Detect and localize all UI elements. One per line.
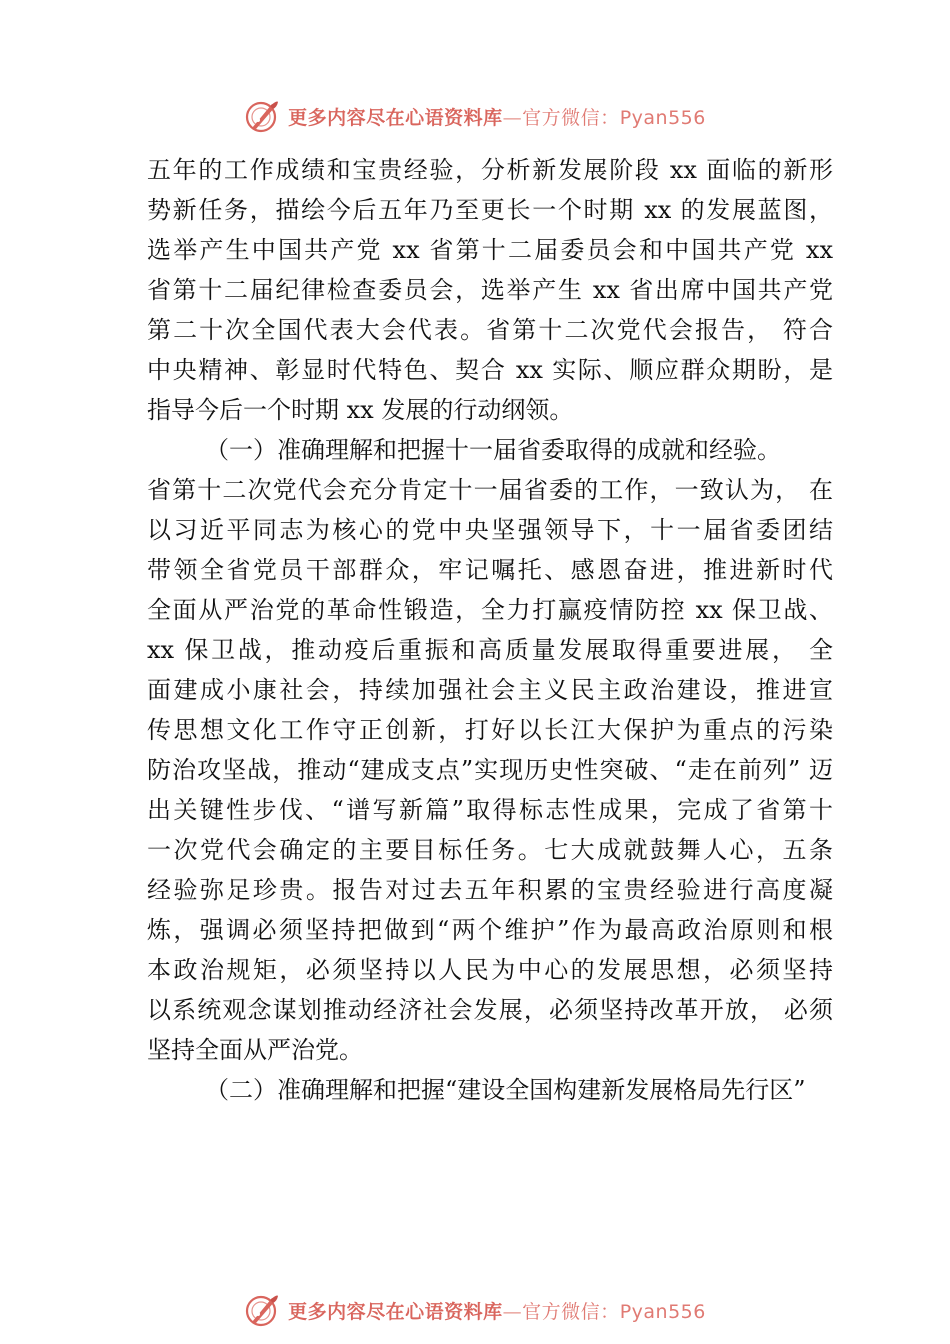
- watermark-site-name: 更多内容尽在心语资料库: [288, 1300, 503, 1323]
- body-line: 本政治规矩，必须坚持以人民为中心的发展思想，必须坚持: [147, 956, 833, 984]
- body-line: 经验弥足珍贵。报告对过去五年积累的宝贵经验进行高度凝: [147, 876, 833, 904]
- body-line: 传思想文化工作守正创新，打好以长江大保护为重点的污染: [147, 716, 833, 744]
- watermark-site-name: 更多内容尽在心语资料库: [288, 106, 503, 129]
- body-line: 以系统观念谋划推动经济社会发展，必须坚持改革开放， 必须: [147, 996, 833, 1024]
- body-line: 中央精神、彰显时代特色、契合 xx 实际、顺应群众期盼，是: [147, 356, 833, 384]
- body-line: 面建成小康社会，持续加强社会主义民主政治建设，推进宣: [147, 676, 833, 704]
- body-line: 省第十二次党代会充分肯定十一届省委的工作，一致认为， 在: [147, 476, 833, 504]
- body-line: xx 保卫战，推动疫后重振和高质量发展取得重要进展， 全: [147, 636, 833, 664]
- body-line: 省第十二届纪律检查委员会，选举产生 xx 省出席中国共产党: [147, 276, 833, 304]
- document-body: [147, 150, 833, 1110]
- quill-pen-logo-icon: [244, 98, 280, 134]
- body-line: 防治攻坚战，推动“建成支点”实现历史性突破、“走在前列” 迈: [147, 756, 833, 784]
- body-line: 坚持全面从严治党。: [147, 1036, 363, 1064]
- watermark-text: [288, 103, 706, 130]
- body-line: 带领全省党员干部群众，牢记嘱托、感恩奋进，推进新时代: [147, 556, 833, 584]
- body-line: 五年的工作成绩和宝贵经验，分析新发展阶段 xx 面临的新形: [147, 156, 833, 184]
- body-line: 以习近平同志为核心的党中央坚强领导下，十一届省委团结: [147, 516, 833, 544]
- watermark-official-label: 官方微信：: [522, 1300, 620, 1323]
- watermark-wechat-id: Pyan556: [619, 106, 706, 129]
- watermark-official-label: 官方微信：: [522, 106, 620, 129]
- watermark-text: [288, 1297, 706, 1324]
- body-line: 指导今后一个时期 xx 发展的行动纲领。: [147, 396, 574, 424]
- section-heading-2: （二）准确理解和把握“建设全国构建新发展格局先行区”: [205, 1076, 806, 1104]
- watermark-dash: —: [502, 1300, 523, 1323]
- section-heading-1: （一）准确理解和把握十一届省委取得的成就和经验。: [205, 436, 781, 464]
- body-line: 一次党代会确定的主要目标任务。七大成就鼓舞人心，五条: [147, 836, 833, 864]
- quill-pen-logo-icon: [244, 1292, 280, 1328]
- body-line: 选举产生中国共产党 xx 省第十二届委员会和中国共产党 xx: [147, 236, 833, 264]
- body-line: 炼，强调必须坚持把做到“两个维护”作为最高政治原则和根: [147, 916, 833, 944]
- watermark-header: [0, 96, 950, 136]
- body-line: 势新任务，描绘今后五年乃至更长一个时期 xx 的发展蓝图，: [147, 196, 833, 224]
- watermark-dash: —: [502, 106, 523, 129]
- body-line: 全面从严治党的革命性锻造，全力打赢疫情防控 xx 保卫战、: [147, 596, 833, 624]
- watermark-footer: [0, 1290, 950, 1330]
- body-line: 出关键性步伐、“谱写新篇”取得标志性成果，完成了省第十: [147, 796, 833, 824]
- body-line: 第二十次全国代表大会代表。省第十二次党代会报告， 符合: [147, 316, 833, 344]
- watermark-wechat-id: Pyan556: [619, 1300, 706, 1323]
